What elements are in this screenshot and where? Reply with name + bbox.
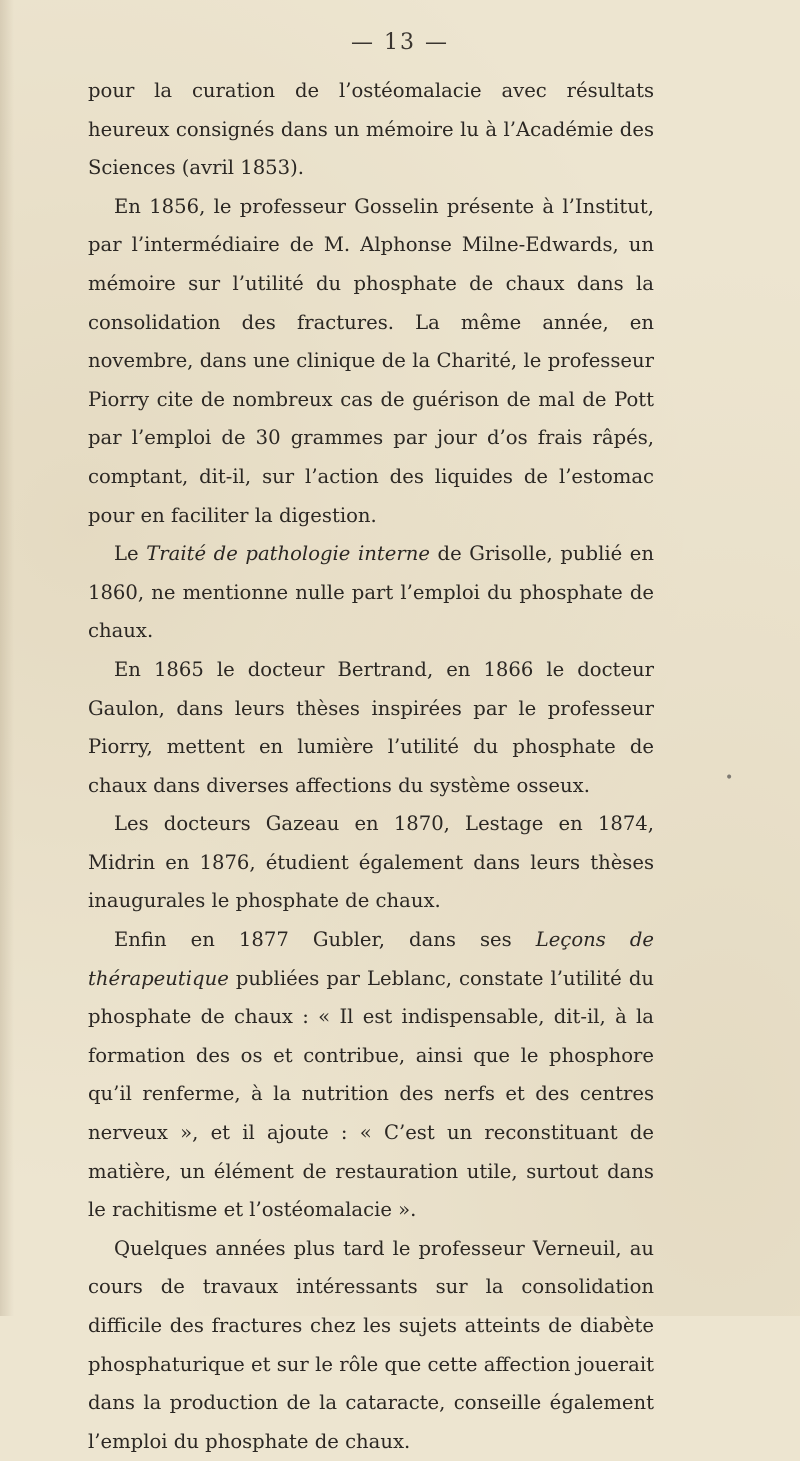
paragraph-6 (88, 921, 654, 1230)
paragraph-7: Quelques années plus tard le professeur Verneuil, au cours de travaux intéressants sur la consolidation difficile des fractures chez les sujets atteints de diabète phosphaturique et sur le rôle que cette affection jouerait dans la production de la cataracte, conseille également l’emploi du phosphate de chaux. (88, 1236, 654, 1453)
paragraph-2: En 1856, le professeur Gosselin présente à l’Institut, par l’intermédiaire de M. Alphonse Milne-Edwards, un mémoire sur l’utilité du phosphate de chaux dans la consolidation des fractures. La même année, en novembre, dans une clinique de la Charité, le professeur Piorry cite de nombreux cas de guérison de mal de Pott par l’emploi de 30 grammes par jour d’os frais râpés, comptant, dit-il, sur l’action des liquides de l’estomac pour en faciliter la digestion. (88, 194, 654, 527)
paragraph-6-before: Enfin en 1877 Gubler, dans ses (114, 928, 536, 952)
paragraph-5: Les docteurs Gazeau en 1870, Lestage en 1874, Midrin en 1876, étudient également dans leurs thèses inaugurales le phosphate de chaux. (88, 812, 654, 913)
paragraph-3 (88, 535, 654, 651)
paragraph-3-before: Le (114, 542, 147, 566)
body-text (88, 72, 654, 1461)
paragraph-4: En 1865 le docteur Bertrand, en 1866 le docteur Gaulon, dans leurs thèses inspirées par le professeur Piorry, mettent en lumière l’utilité du phosphate de chaux dans diverses affections du système osseux. (88, 657, 654, 797)
book-title-grisolle: Traité de pathologie interne (146, 542, 430, 566)
book-title-gubler: Leçons de thérapeutique (88, 928, 654, 990)
paragraph-6-after: publiées par Leblanc, constate l’utilité du phosphate de chaux : « Il est indispensable, dit-il, à la formation des os et contribue, ainsi que le phosphore qu’il renferme, à la nutrition des nerfs et des centres nerveux », et il ajoute : « C’est un reconstituant de matière, un élément de restauration utile, surtout dans le rachitisme et l’ostéomalacie ». (88, 966, 654, 1222)
page-number: — 13 — (351, 30, 449, 55)
paragraph-1: pour la curation de l’ostéomalacie avec résultats heureux consignés dans un mémoire lu à l’Académie des Sciences (avril 1853). (88, 79, 654, 180)
ink-spot-mark: • (725, 770, 734, 786)
paragraph-3-after: de Grisolle, publié en 1860, ne mentionne nulle part l’emploi du phosphate de chaux. (88, 542, 655, 643)
